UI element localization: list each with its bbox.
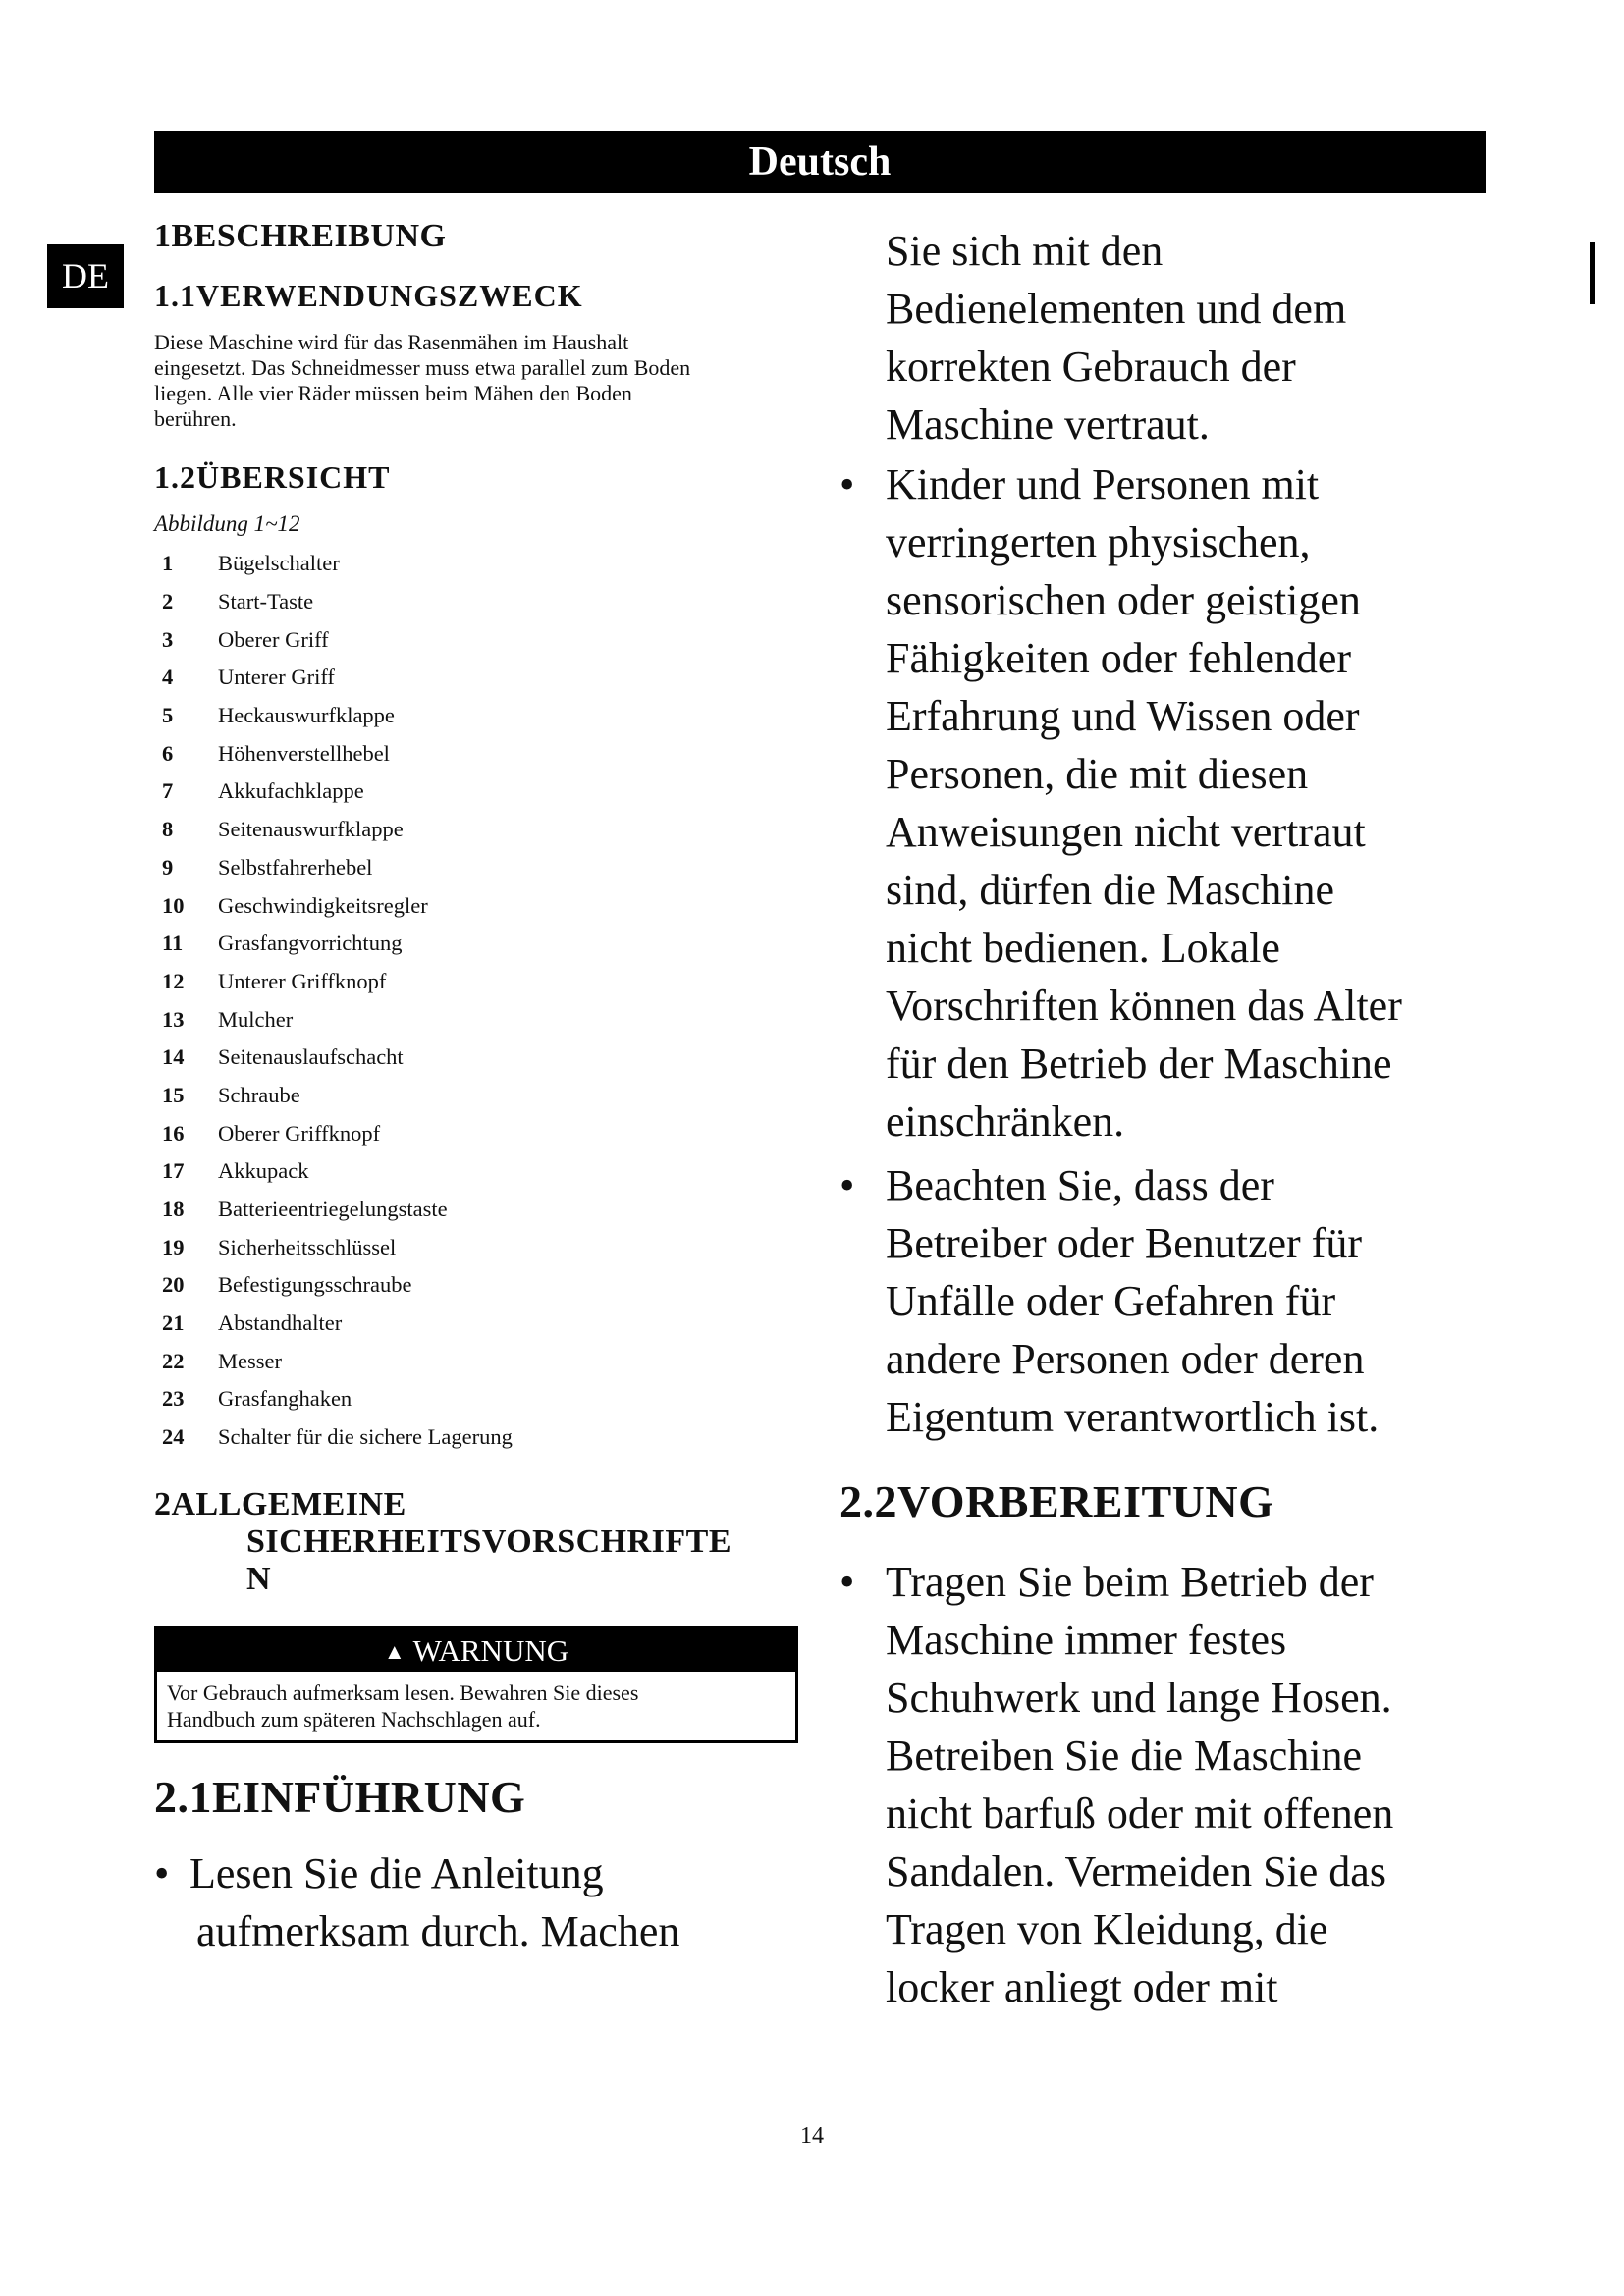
warning-line: Vor Gebrauch aufmerksam lesen. Bewahren Sie dieses [167, 1680, 639, 1705]
legend-number: 14 [162, 1044, 185, 1070]
legend-number: 13 [162, 1006, 185, 1032]
text-line: sensorischen oder geistigen [886, 576, 1361, 624]
bullet-clothing [839, 1553, 1488, 2016]
legend-item [154, 659, 802, 697]
warning-box [154, 1626, 798, 1743]
bullet-dot: • [154, 1848, 170, 1897]
text-line: einschränken. [886, 1097, 1125, 1146]
bullet-row [839, 455, 1488, 513]
bullet-children [839, 455, 1488, 1150]
legend-number: 2 [162, 589, 174, 614]
text-line: Maschine vertraut. [886, 400, 1210, 449]
header-title: Deutsch [748, 139, 892, 185]
text-line: für den Betrieb der Maschine [886, 1040, 1392, 1088]
bullet-text: Tragen Sie beim Betrieb der [886, 1558, 1374, 1606]
legend-label: Unterer Griff [218, 665, 335, 690]
legend-number: 3 [162, 626, 174, 652]
margin-marker [1590, 242, 1595, 304]
text-line: andere Personen oder deren [886, 1335, 1365, 1383]
language-tab: DE [47, 244, 124, 308]
legend-item [154, 697, 802, 735]
legend-item [154, 1000, 802, 1039]
legend-label: Bügelschalter [218, 551, 340, 576]
section-2-heading-line: SICHERHEITSVORSCHRIFTE [246, 1522, 732, 1560]
section-2-heading-line: N [246, 1560, 272, 1597]
text-line: locker anliegt oder mit [886, 1963, 1278, 2011]
legend-item [154, 849, 802, 887]
legend-label: Grasfangvorrichtung [218, 931, 403, 956]
legend-item [154, 1191, 802, 1229]
text-line: Personen, die mit diesen [886, 750, 1309, 798]
bullet-dot: • [839, 460, 855, 508]
legend-number: 8 [162, 817, 174, 842]
legend-number: 7 [162, 778, 174, 804]
legend-item [154, 773, 802, 811]
bullet-text: Beachten Sie, dass der [886, 1161, 1274, 1209]
legend-label: Oberer Griff [218, 626, 329, 652]
body-line: berühren. [154, 406, 237, 431]
legend-item [154, 1114, 802, 1152]
language-header-bar [154, 131, 1486, 193]
text-line: Sandalen. Vermeiden Sie das [886, 1847, 1386, 1896]
legend-item [154, 583, 802, 621]
page-number: 14 [800, 2123, 824, 2149]
text-line: sind, dürfen die Maschine [886, 866, 1334, 914]
legend-number: 22 [162, 1348, 185, 1373]
legend-label: Batterieentriegelungstaste [218, 1197, 448, 1222]
legend-label: Start-Taste [218, 589, 314, 614]
text-line: Eigentum verantwortlich ist. [886, 1393, 1380, 1441]
body-line: eingesetzt. Das Schneidmesser muss etwa parallel zum Boden [154, 355, 691, 380]
text-line: Anweisungen nicht vertraut [886, 808, 1366, 856]
legend-number: 20 [162, 1272, 185, 1298]
bullet-text: Lesen Sie die Anleitung [189, 1848, 604, 1897]
section-1-heading: 1BESCHREIBUNG [154, 218, 447, 254]
legend-label: Messer [218, 1348, 282, 1373]
legend-number: 12 [162, 968, 185, 993]
legend-item [154, 1152, 802, 1191]
bullet-text-continued: aufmerksam durch. Machen [196, 1906, 680, 1955]
legend-label: Heckauswurfklappe [218, 703, 395, 728]
legend-number: 18 [162, 1197, 185, 1222]
legend-item [154, 1305, 802, 1343]
legend-item [154, 886, 802, 925]
legend-number: 1 [162, 551, 174, 576]
legend-item [154, 1342, 802, 1380]
bullet-dot: • [839, 1161, 855, 1209]
section-1-2-heading: 1.2ÜBERSICHT [154, 459, 391, 495]
legend-label: Seitenauswurfklappe [218, 817, 404, 842]
legend-item [154, 811, 802, 849]
legend-number: 24 [162, 1424, 185, 1450]
bullet-row [154, 1844, 802, 1902]
warning-triangle-icon: ▲ [383, 1638, 406, 1664]
body-line: Diese Maschine wird für das Rasenmähen im Haushalt [154, 330, 629, 354]
legend-number: 9 [162, 854, 174, 880]
figure-caption: Abbildung 1~12 [154, 511, 300, 536]
legend-item [154, 1380, 802, 1418]
legend-label: Schalter für die sichere Lagerung [218, 1424, 513, 1450]
legend-label: Akkufachklappe [218, 778, 364, 804]
legend-label: Abstandhalter [218, 1310, 343, 1336]
legend-label: Selbstfahrerhebel [218, 854, 373, 880]
legend-item [154, 734, 802, 773]
text-line: Sie sich mit den [886, 227, 1164, 275]
legend-label: Akkupack [218, 1158, 309, 1184]
legend-label: Befestigungsschraube [218, 1272, 412, 1298]
legend-item [154, 1266, 802, 1305]
legend-item [154, 620, 802, 659]
warning-title: WARNUNG [412, 1632, 569, 1668]
legend-label: Geschwindigkeitsregler [218, 892, 428, 918]
legend-label: Schraube [218, 1082, 300, 1107]
left-column [154, 218, 802, 1960]
text-line: Schuhwerk und lange Hosen. [886, 1674, 1392, 1722]
warning-header [157, 1629, 795, 1672]
bullet-text: Kinder und Personen mit [886, 460, 1320, 508]
text-line: Betreiber oder Benutzer für [886, 1219, 1362, 1267]
text-line: nicht bedienen. Lokale [886, 924, 1280, 972]
bullet-row [839, 1156, 1488, 1214]
text-line: Betreiben Sie die Maschine [886, 1732, 1363, 1780]
right-column [839, 218, 1488, 2016]
warning-body [157, 1672, 795, 1740]
text-line: Tragen von Kleidung, die [886, 1905, 1328, 1953]
text-line: Erfahrung und Wissen oder [886, 692, 1360, 740]
section-2-heading [154, 1486, 802, 1598]
legend-number: 23 [162, 1386, 185, 1412]
legend-label: Höhenverstellhebel [218, 740, 390, 766]
bullet-row [839, 1553, 1488, 1611]
text-line: nicht barfuß oder mit offenen [886, 1789, 1394, 1838]
text-line: Vorschriften können das Alter [886, 982, 1402, 1030]
text-line: korrekten Gebrauch der [886, 343, 1296, 391]
legend-item [154, 1039, 802, 1077]
legend-label: Grasfanghaken [218, 1386, 352, 1412]
legend-number: 6 [162, 740, 174, 766]
legend-number: 16 [162, 1120, 185, 1146]
legend-item [154, 1077, 802, 1115]
legend-number: 17 [162, 1158, 185, 1184]
legend-label: Mulcher [218, 1006, 294, 1032]
legend-item [154, 925, 802, 963]
legend-label: Oberer Griffknopf [218, 1120, 381, 1146]
text-line: Bedienelementen und dem [886, 285, 1347, 333]
legend-item [154, 1228, 802, 1266]
bullet-dot: • [839, 1558, 855, 1606]
legend-item [154, 963, 802, 1001]
text-line: Unfälle oder Gefahren für [886, 1277, 1336, 1325]
intro-bullet [154, 1844, 802, 1960]
legend-number: 19 [162, 1234, 185, 1259]
text-line: Maschine immer festes [886, 1616, 1287, 1664]
parts-legend [154, 545, 802, 1457]
legend-label: Seitenauslaufschacht [218, 1044, 404, 1070]
legend-item [154, 545, 802, 583]
section-2-heading-line: 2ALLGEMEINE [154, 1485, 406, 1522]
legend-number: 21 [162, 1310, 185, 1336]
body-line: liegen. Alle vier Räder müssen beim Mähen den Boden [154, 381, 632, 405]
section-1-1-heading: 1.1VERWENDUNGSZWECK [154, 278, 583, 313]
text-line: Fähigkeiten oder fehlender [886, 634, 1352, 682]
legend-label: Unterer Griffknopf [218, 968, 387, 993]
section-2-1-heading: 2.1EINFÜHRUNG [154, 1771, 526, 1822]
legend-number: 10 [162, 892, 185, 918]
legend-label: Sicherheitsschlüssel [218, 1234, 397, 1259]
legend-number: 11 [162, 931, 184, 956]
text-line: verringerten physischen, [886, 518, 1311, 566]
legend-number: 5 [162, 703, 174, 728]
legend-number: 4 [162, 665, 174, 690]
warning-line: Handbuch zum späteren Nachschlagen auf. [167, 1706, 541, 1732]
section-1-1-body [154, 330, 802, 432]
bullet-operator [839, 1156, 1488, 1446]
continued-text [839, 222, 1488, 454]
legend-number: 15 [162, 1082, 185, 1107]
section-2-2-heading: 2.2VORBEREITUNG [839, 1476, 1274, 1526]
legend-item [154, 1418, 802, 1457]
